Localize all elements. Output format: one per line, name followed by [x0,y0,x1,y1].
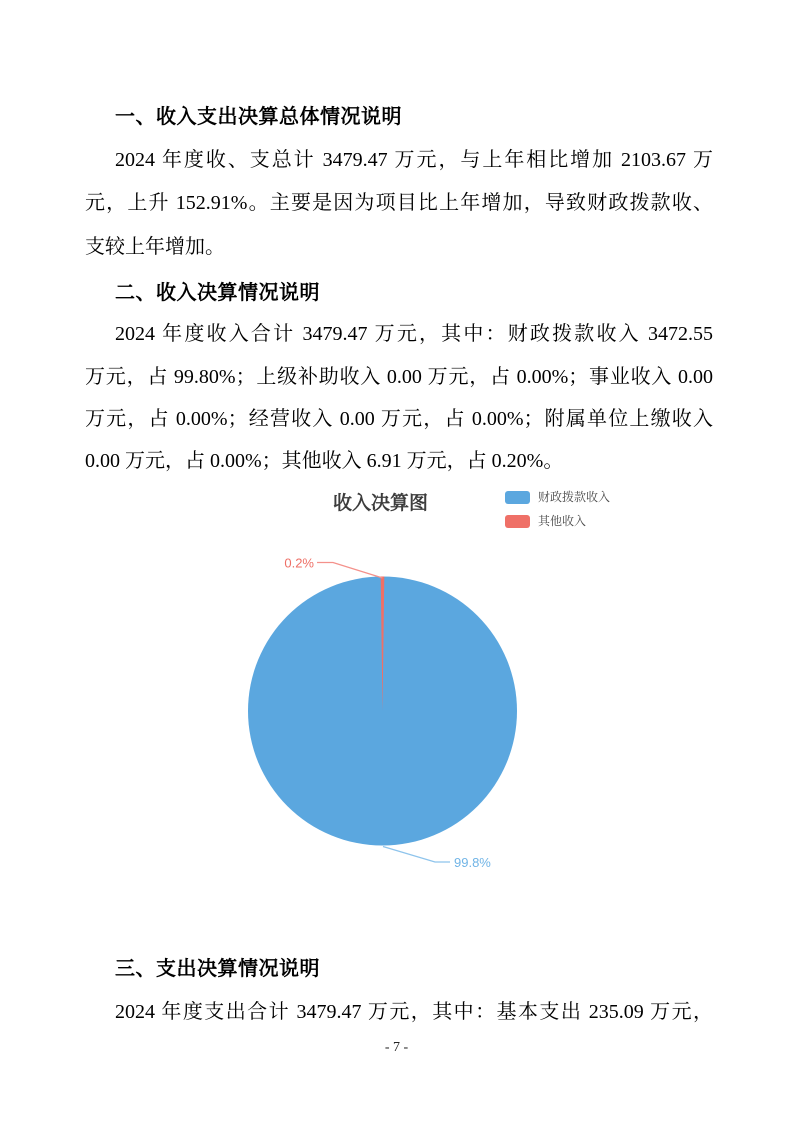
income-pie-chart [230,545,560,880]
section-heading-2: 二、收入决算情况说明 [115,282,320,304]
legend-swatch-blue [505,491,530,504]
chart-title: 收入决算图 [333,493,429,514]
leader-line-caizheng [383,847,450,863]
paragraph-line: 万元，占 99.80%；上级补助收入 0.00 万元，占 0.00%；事业收入 0.00 [85,366,713,388]
leader-line-qita [317,563,383,579]
legend-label: 其他收入 [538,514,587,528]
paragraph-line: 元，上升 152.91%。主要是因为项目比上年增加，导致财政拨款收、 [85,192,713,214]
legend-swatch-red [505,515,530,528]
section-heading-3: 三、支出决算情况说明 [115,958,320,980]
chart-legend [505,491,610,539]
paragraph-line: 2024 年度收入合计 3479.47 万元，其中：财政拨款收入 3472.55 [115,323,713,345]
paragraph-line: 0.00 万元，占 0.00%；其他收入 6.91 万元，占 0.20%。 [85,450,564,472]
paragraph-line: 万元，占 0.00%；经营收入 0.00 万元，占 0.00%；附属单位上缴收入 [85,408,713,430]
legend-label: 财政拨款收入 [538,490,611,504]
paragraph-line: 2024 年度收、支总计 3479.47 万元，与上年相比增加 2103.67 万 [115,149,713,171]
legend-item-qita [505,515,610,528]
paragraph-line: 支较上年增加。 [85,236,225,258]
pie-label-caizheng: 99.8% [454,855,491,870]
section-heading-1: 一、收入支出决算总体情况说明 [115,106,402,128]
legend-item-caizheng [505,491,610,504]
pie-label-qita: 0.2% [284,555,314,571]
paragraph-line: 2024 年度支出合计 3479.47 万元，其中：基本支出 235.09 万元， [115,1001,713,1023]
page-number: - 7 - [384,1040,409,1055]
